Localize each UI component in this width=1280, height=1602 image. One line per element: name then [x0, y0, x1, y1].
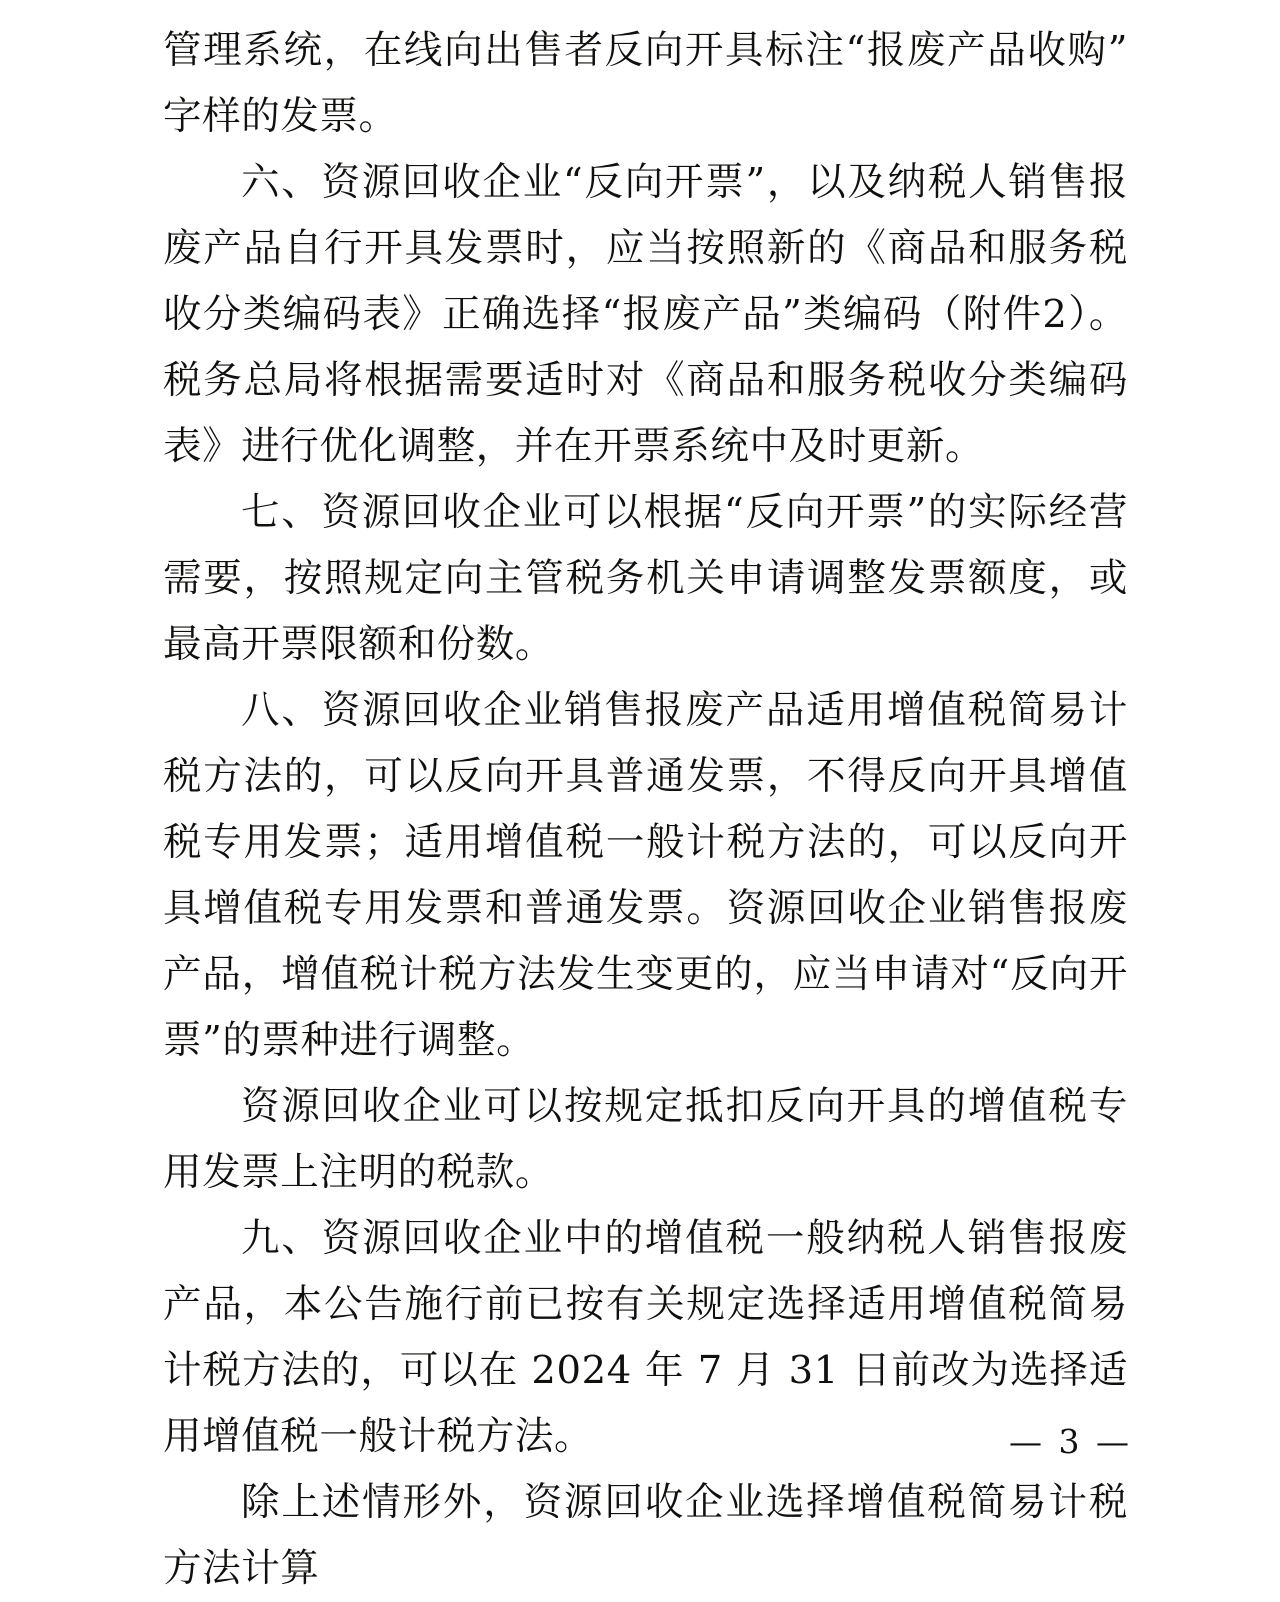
paragraph-item-eight-note: 资源回收企业可以按规定抵扣反向开具的增值税专用发票上注明的税款。 [163, 1084, 1128, 1195]
paragraph-item-nine-note: 除上述情形外，资源回收企业选择增值税简易计税方法计算 [163, 1480, 1128, 1591]
paragraph-continued-invoice: 管理系统，在线向出售者反向开具标注“报废产品收购”字样的发票。 [163, 28, 1128, 139]
paragraph-item-six: 六、资源回收企业“反向开票”，以及纳税人销售报废产品自行开具发票时，应当按照新的《商品和服务税收分类编码表》正确选择“报废产品”类编码（附件2）。税务总局将根据需要适时对《商品和服务税收分类编码表》进行优化调整，并在开票系统中及时更新。 [163, 160, 1128, 469]
paragraph-item-nine: 九、资源回收企业中的增值税一般纳税人销售报废产品，本公告施行前已按有关规定选择适用增值税简易计税方法的，可以在 2024 年 7 月 31 日前改为选择适用增值税一般计税方法。 [163, 1216, 1128, 1459]
paragraph-item-seven: 七、资源回收企业可以根据“反向开票”的实际经营需要，按照规定向主管税务机关申请调整发票额度，或最高开票限额和份数。 [163, 490, 1128, 667]
page-number: — 3 — [1009, 1422, 1132, 1461]
document-body [163, 18, 1128, 1602]
paragraph-item-eight: 八、资源回收企业销售报废产品适用增值税简易计税方法的，可以反向开具普通发票，不得反向开具增值税专用发票；适用增值税一般计税方法的，可以反向开具增值税专用发票和普通发票。资源回收企业销售报废产品，增值税计税方法发生变更的，应当申请对“反向开票”的票种进行调整。 [163, 688, 1128, 1063]
